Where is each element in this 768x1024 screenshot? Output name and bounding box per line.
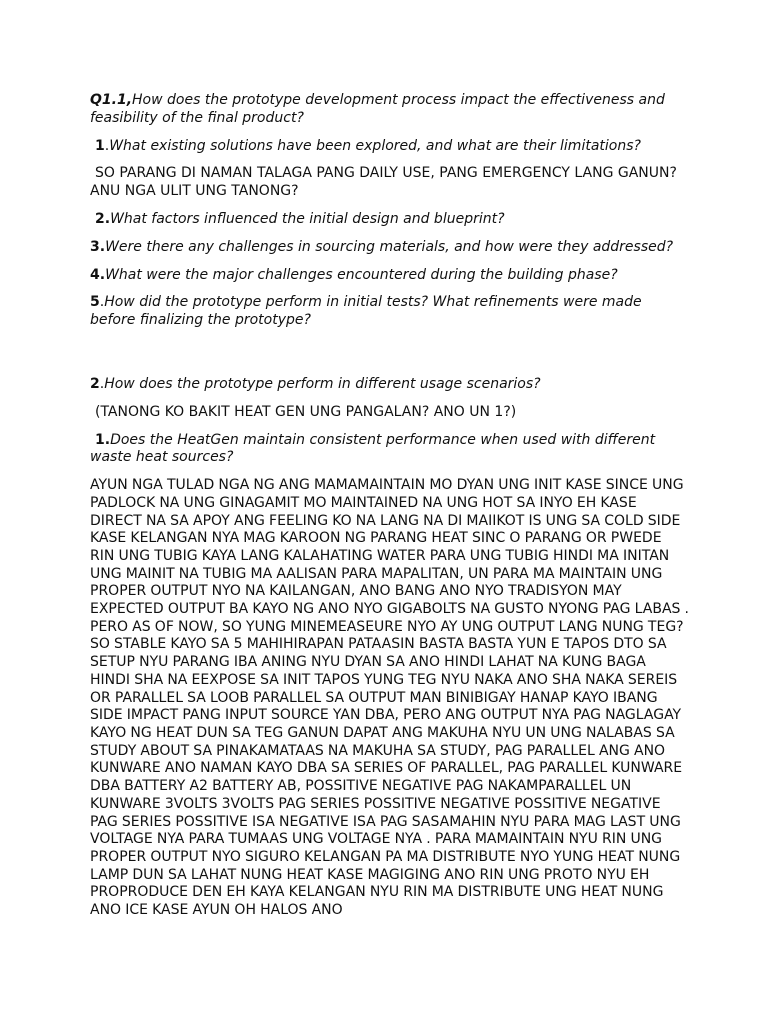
- question-1-item-2: 2.What factors influenced the initial design and blueprint?: [95, 210, 505, 227]
- question-1-item-4: 4.What were the major challenges encountered during the building phase?: [90, 266, 618, 283]
- question-1-text: How does the prototype development process impact the effectiveness and feasibility of the final product?: [90, 92, 665, 126]
- document-page: [90, 92, 690, 920]
- note-2: (TANONG KO BAKIT HEAT GEN UNG PANGALAN? ANO UN 1?): [95, 403, 517, 420]
- section-gap: [90, 340, 690, 376]
- question-2-item-1: 1.Does the HeatGen maintain consistent performance when used with different waste heat sources?: [90, 431, 656, 466]
- answer-1: SO PARANG DI NAMAN TALAGA PANG DAILY USE, PANG EMERGENCY LANG GANUN? ANU NGA ULIT UNG TANONG?: [90, 165, 677, 200]
- question-1-prefix: Q1.1,: [90, 92, 133, 108]
- question-1-item-5: 5.How did the prototype perform in initial tests? What refinements were made before finalizing the prototype?: [90, 294, 642, 329]
- question-2-heading: 2.How does the prototype perform in different usage scenarios?: [90, 375, 541, 392]
- question-1-item-1: 1.What existing solutions have been explored, and what are their limitations?: [95, 137, 641, 154]
- question-1-item-3: 3.Were there any challenges in sourcing materials, and how were they addressed?: [90, 238, 674, 255]
- answer-2: AYUN NGA TULAD NGA NG ANG MAMAMAINTAIN MO DYAN UNG INIT KASE SINCE UNG PADLOCK NA UNG GINAGAMIT MO MAINTAINED NA UNG HOT SA INYO EH KASE DIRECT NA SA APOY ANG FEELING KO NA LANG NA DI MAIIKOT IS UNG SA COLD SIDE KASE KELANGAN NYA MAG KAROON NG PARANG HEAT SINC O PARANG OR PWEDE RIN UNG TUBIG KAYA LANG KALAHATING WATER PARA UNG TUBIG HINDI MA INITAN UNG MAINIT NA TUBIG MA AALISAN PARA MAPALITAN, UN PARA MA MAINTAIN UNG PROPER OUTPUT NYO NA KAILANGAN, ANO BANG ANO NYO TRADISYON MAY EXPECTED OUTPUT BA KAYO NG ANO NYO GIGABOLTS NA GUSTO NYONG PAG LABAS . PERO AS OF NOW, SO YUNG MINEMEASEURE NYO AY UNG OUTPUT LANG NUNG TEG? SO STABLE KAYO SA 5 MAHIHIRAPAN PATAASIN BASTA BASTA YUN E TAPOS DTO SA SETUP NYU PARANG IBA ANING NYU DYAN SA ANO HINDI LAHAT NA KUNG BAGA HINDI SHA NA EEXPOSE SA INIT TAPOS YUNG TEG NYU NAKA ANO SHA NAKA SEREIS OR PARALLEL SA LOOB PARALLEL SA OUTPUT MAN BINIBIGAY HANAP KAYO IBANG SIDE IMPACT PANG INPUT SOURCE YAN DBA, PERO ANG OUTPUT NYA PAG NAGLAGAY KAYO NG HEAT DUN SA TEG GANUN DAPAT ANG MAKUHA NYU UN UNG NALABAS SA STUDY ABOUT SA PINAKAMATAAS NA MAKUHA SA STUDY, PAG PARALLEL ANG ANO KUNWARE ANO NAMAN KAYO DBA SA SERIES OF PARALLEL, PAG PARALLEL KUNWARE DBA BATTERY A2 BATTERY AB, POSSITIVE NEGATIVE PAG NAKAMPARALLEL UN KUNWARE 3VOLTS 3VOLTS PAG SERIES POSSITIVE NEGATIVE POSSITIVE NEGATIVE PAG SERIES POSSITIVE ISA NEGATIVE ISA PAG SASAMAHIN NYU PARA MAG LAST UNG VOLTAGE NYA PARA TUMAAS UNG VOLTAGE NYA . PARA MAMAINTAIN NYU RIN UNG PROPER OUTPUT NYO SIGURO KELANGAN PA MA DISTRIBUTE NYO YUNG HEAT NUNG LAMP DUN SA LAHAT NUNG HEAT KASE MAGIGING ANO RIN UNG PROTO NYU EH PROPRODUCE DEN EH KAYA KELANGAN NYU RIN MA DISTRIBUTE UNG HEAT NUNG ANO ICE KASE AYUN OH HALOS ANO: [90, 477, 690, 919]
- question-1-heading: [90, 92, 690, 128]
